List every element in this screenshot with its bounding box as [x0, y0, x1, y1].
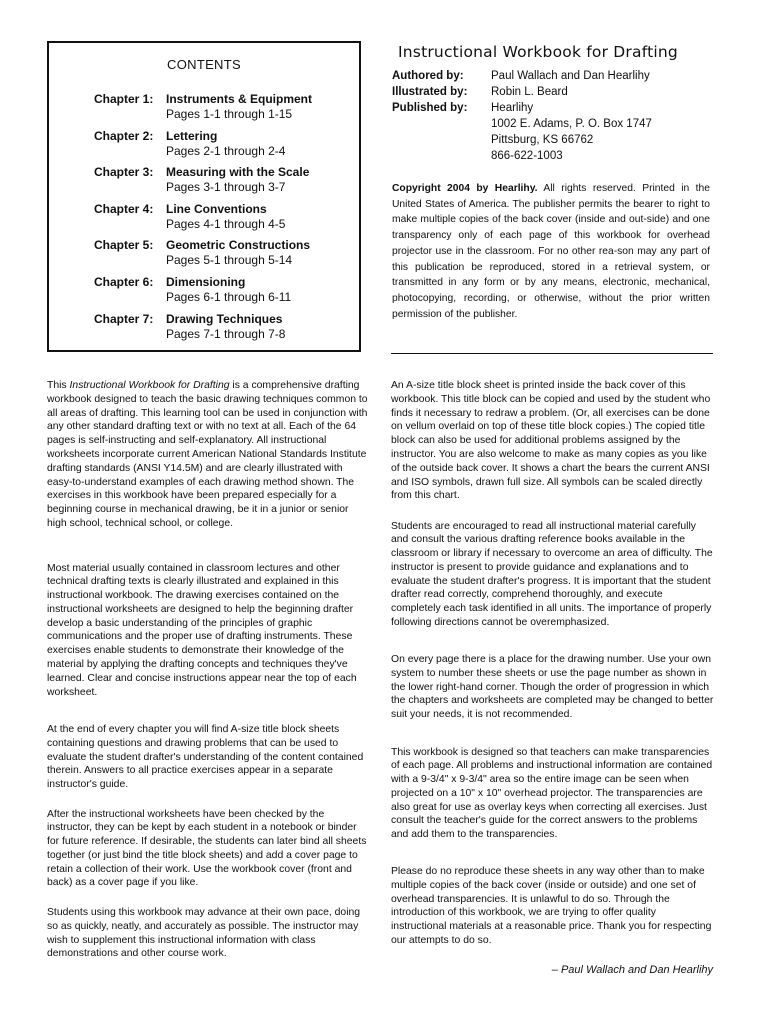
chapter-number: Chapter 1:: [94, 92, 154, 106]
divider-line: [391, 353, 713, 354]
authored-row: [392, 68, 652, 84]
illustrated-value: Robin L. Beard: [491, 86, 568, 98]
body-paragraph: This workbook is designed so that teachers can make transparencies of each page. All problems and instructional information are contained with a 9-3/4" x 9-3/4" area so the entire image can be seen when projected on a 10" x 10" overhead projector. The transparencies are also great for use as overlay keys when correcting all exercises. Just consult the teacher's guide for the correct answers to the problems and add them to the transparencies.: [391, 746, 713, 841]
chapter-number: Chapter 3:: [94, 165, 154, 180]
body-paragraph: Most material usually contained in classroom lectures and other technical drafting texts is clearly illustrated and explained in this instructional workbook. The drawing exercises contained on the instructional worksheets are designed to help the beginning drafter develop a basic understanding of the principles of graphic communications and the proper use of drafting instruments. These exercises enable students to demonstrate their knowledge of the material by applying the drafting concepts and techniques they've learned. Clear and concise instructions appear near the top of each worksheet.: [47, 562, 357, 698]
chapter-entry-2: [94, 129, 359, 166]
authored-value: Paul Wallach and Dan Hearlihy: [491, 70, 650, 82]
body-paragraph: At the end of every chapter you will find A-size title block sheets containing questions and drawing problems that can be used to evaluate the student drafter's understanding of the content contained therein. Answers to all practice exercises appear in a separate instructor's guide.: [47, 724, 364, 791]
illustrated-label: Illustrated by:: [392, 86, 468, 98]
chapter-title: Measuring with the Scale: [166, 165, 310, 180]
chapter-entry-5: [94, 238, 359, 275]
chapter-list: [94, 92, 359, 348]
illustrated-row: [392, 84, 652, 100]
publisher-name: Hearlihy: [491, 102, 534, 114]
chapter-title: Line Conventions: [166, 201, 267, 216]
right-column: [391, 379, 714, 955]
published-label: Published by:: [392, 102, 468, 114]
copyright-notice: [392, 181, 710, 322]
authored-label: Authored by:: [392, 70, 464, 82]
chapter-number: Chapter 7:: [94, 311, 154, 326]
published-row: [392, 100, 652, 164]
chapter-pages: Pages 7-1 through 7-8: [166, 326, 286, 341]
chapter-pages: Pages 6-1 through 6-11: [166, 289, 292, 304]
chapter-title: Dimensioning: [166, 274, 246, 289]
body-paragraph: On every page there is a place for the drawing number. Use your own system to number these sheets or use the page number as shown in the lower right-hand corner. Though the order of progression in which the chapters and worksheets are completed may be changed to better suit your needs, it is not recommended.: [391, 654, 714, 721]
chapter-title: Instruments & Equipment: [166, 92, 313, 106]
book-title: Instructional Workbook for Drafting: [398, 43, 678, 61]
chapter-entry-3: [94, 165, 359, 202]
body-paragraph: After the instructional worksheets have been checked by the instructor, they can be kept by each student in a notebook or binder for future reference. If desirable, the students can later bind all sheets together (or just bind the title block sheets) and add a cover page to retain a collection of their work. Use the workbook cover (front and back) as a cover page if you like.: [47, 808, 367, 889]
chapter-pages: Pages 4-1 through 4-5: [166, 216, 286, 231]
chapter-entry-4: [94, 202, 359, 239]
publisher-city: Pittsburg, KS 66762: [491, 134, 594, 146]
chapter-entry-1: [94, 92, 359, 129]
chapter-number: Chapter 2:: [94, 128, 154, 143]
contents-box: [47, 41, 361, 352]
publisher-street: 1002 E. Adams, P. O. Box 1747: [491, 118, 652, 130]
intro-book-title: Instructional Workbook for Drafting: [69, 380, 230, 391]
intro-prefix: This: [47, 380, 70, 391]
contents-heading: CONTENTS: [167, 57, 241, 72]
chapter-title: Lettering: [166, 128, 218, 143]
body-paragraph: An A-size title block sheet is printed inside the back cover of this workbook. This title block can be copied and used by the student who finds it necessary to redraw a problem. (Or, all exercises can be done on vellum overlaid on top of these title block copies.) The copied title block can also be used for additional problems assigned by the instructor. You are also welcome to make as many copies as you like of the outside back cover. It shows a chart the bears the current ANSI and ISO symbols, drawn full size. All symbols can be scaled directly from this chart.: [391, 380, 711, 502]
chapter-entry-7: [94, 312, 359, 349]
copyright-text: All rights reserved. Printed in the United States of America. The publisher permits the bearer to right to make multiple copies of the back cover (inside and out-side) and one transparency only of each page of this workbook for overhead projector use in the classroom. For no other rea-son may any part of this publication be reproduced, stored in a retrieval system, or transmitted in any form or by any means, electronic, mechanical, photocopying, recording, or otherwise, without the prior written permission of the publisher.: [392, 183, 710, 320]
chapter-number: Chapter 5:: [94, 238, 154, 253]
copyright-lead: Copyright 2004 by Hearlihy.: [392, 183, 538, 194]
chapter-pages: Pages 5-1 through 5-14: [166, 253, 293, 268]
body-paragraph: Students are encouraged to read all instructional material carefully and consult the various drafting reference books available in the classroom or library if necessary to overcome an area of difficulty. The instructor is present to provide guidance and explanations and to evaluate the student drafter's progress. It is important that the student drafter read correctly, comprehend thoroughly, and execute completely each task identified in all units. The importance of properly following directions cannot be overemphasized.: [391, 520, 713, 629]
body-paragraph: Please do no reproduce these sheets in any way other than to make multiple copies of the back cover (inside or outside) and one set of overhead transparencies. It is unlawful to do so. Through the introduction of this workbook, we are trying to offer quality instructional materials at a reasonable price. Thank you for respecting our attempts to do so.: [391, 866, 712, 946]
chapter-entry-6: [94, 275, 359, 312]
publisher-address: [491, 100, 652, 164]
author-signature: – Paul Wallach and Dan Hearlihy: [551, 964, 713, 976]
chapter-number: Chapter 6:: [94, 274, 154, 289]
chapter-pages: Pages 1-1 through 1-15: [166, 107, 293, 121]
intro-text: is a comprehensive drafting workbook designed to teach the basic drawing techniques common to all areas of drafting. This learning tool can be used in conjunction with any other standard drafting text or with no text at all. Each of the 64 pages is self-instructing and self-explanatory. All instructional worksheets incorporate current American National Standards Institute drafting standards (ANSI Y14.5M) and are clearly illustrated with easy-to-understand examples of each drawing method shown. The exercises in this workbook have been prepared especially for a beginning course in mechanical drawing, be it in a junior or senior high school, technical school, or college.: [47, 380, 368, 529]
chapter-title: Geometric Constructions: [166, 238, 311, 253]
chapter-number: Chapter 4:: [94, 201, 154, 216]
left-column: [47, 379, 370, 969]
chapter-pages: Pages 2-1 through 2-4: [166, 143, 286, 158]
publisher-phone: 866-622-1003: [491, 150, 563, 162]
credits-block: [392, 68, 652, 164]
chapter-title: Drawing Techniques: [166, 311, 283, 326]
intro-paragraph: [47, 379, 370, 554]
body-paragraph: Students using this workbook may advance at their own pace, doing so as quickly, neatly, and accurately as possible. The instructor may wish to supplement this instructional information with class demonstrations and other course work.: [47, 907, 361, 960]
chapter-pages: Pages 3-1 through 3-7: [166, 180, 286, 195]
